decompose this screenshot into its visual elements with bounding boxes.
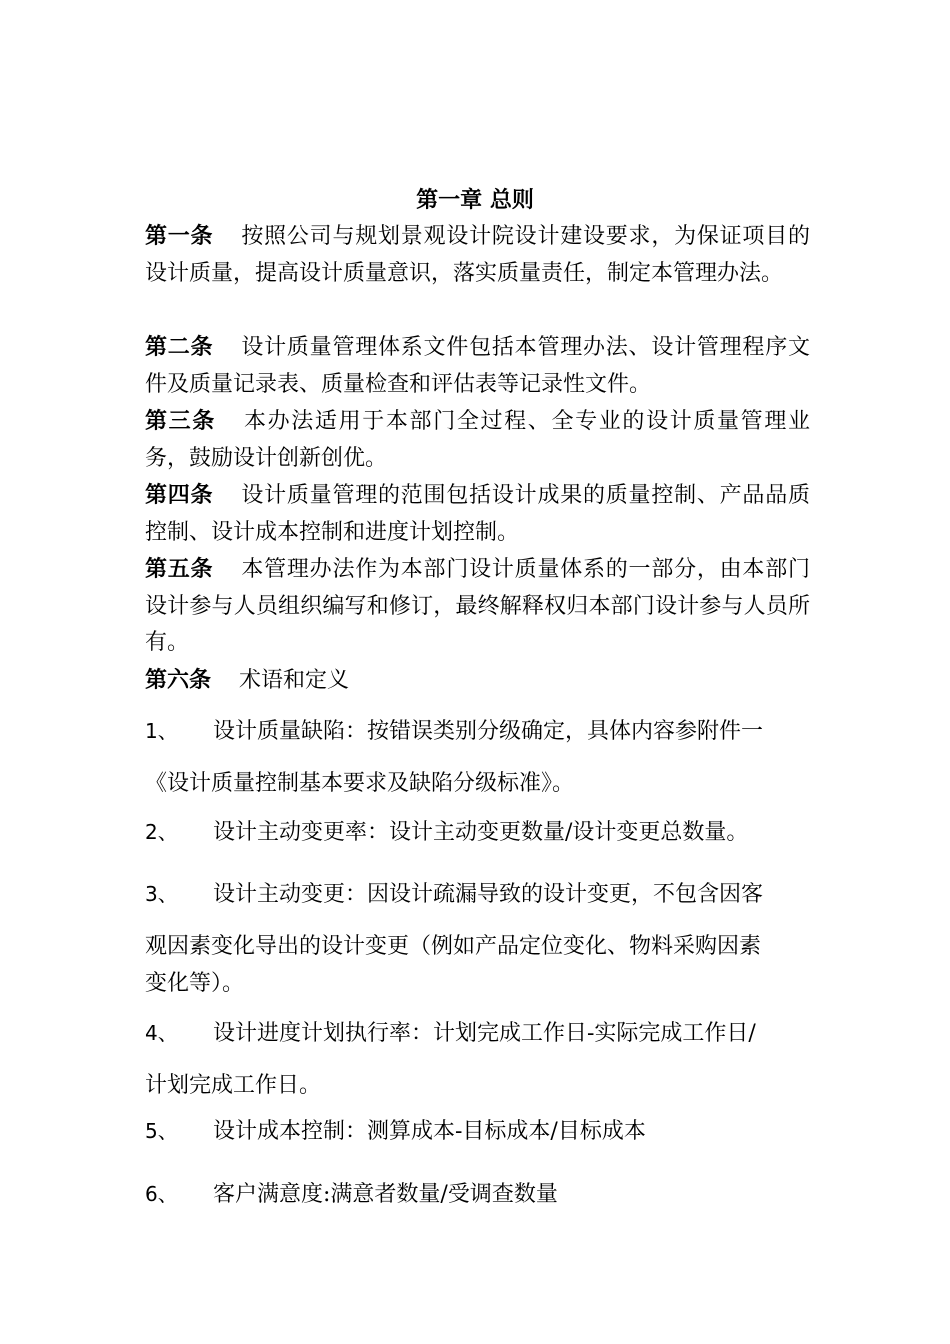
article-label: 第四条 bbox=[145, 482, 214, 508]
article-label: 第二条 bbox=[145, 334, 214, 360]
item-text: 设计质量缺陷：按错误类别分级确定，具体内容参附件一 bbox=[213, 719, 764, 744]
article-1 bbox=[145, 218, 810, 292]
chapter-title: 第一章 总则 bbox=[416, 187, 534, 213]
article-text: 按照公司与规划景观设计院设计建设要求，为保证项目的设计质量，提高设计质量意识，落实质量责任，制定本管理办法。 bbox=[145, 224, 810, 286]
item-number: 3、 bbox=[145, 882, 178, 906]
item-text: 设计主动变更：因设计疏漏导致的设计变更，不包含因客 bbox=[213, 882, 764, 907]
article-4 bbox=[145, 477, 810, 551]
article-text: 设计质量管理的范围包括设计成果的质量控制、产品品质控制、设计成本控制和进度计划控制。 bbox=[145, 483, 810, 545]
item-text: 设计主动变更率：设计主动变更数量/设计变更总数量。 bbox=[213, 820, 749, 845]
article-label: 第一条 bbox=[145, 223, 214, 249]
definition-item-3-continuation: 观因素变化导出的设计变更（例如产品定位变化、物料采购因素 bbox=[145, 934, 762, 959]
definition-item-6 bbox=[145, 1177, 810, 1208]
item-text: 设计成本控制：测算成本-目标成本/目标成本 bbox=[213, 1119, 646, 1144]
definition-item-4-continuation: 计划完成工作日。 bbox=[145, 1073, 322, 1098]
article-3 bbox=[145, 403, 810, 477]
article-label: 第三条 bbox=[145, 408, 216, 434]
definition-item-3 bbox=[145, 877, 810, 908]
definition-item-1-continuation: 《设计质量控制基本要求及缺陷分级标准》。 bbox=[145, 771, 575, 796]
definition-item-5 bbox=[145, 1114, 810, 1145]
item-number: 2、 bbox=[145, 820, 178, 844]
item-number: 1、 bbox=[145, 719, 178, 743]
article-text: 术语和定义 bbox=[239, 668, 350, 693]
article-2 bbox=[145, 329, 810, 403]
definition-item-2 bbox=[145, 815, 810, 846]
item-number: 5、 bbox=[145, 1119, 178, 1143]
definition-item-4 bbox=[145, 1016, 810, 1047]
article-label: 第六条 bbox=[145, 667, 212, 693]
item-number: 4、 bbox=[145, 1021, 178, 1045]
definition-item-1 bbox=[145, 714, 810, 745]
article-6 bbox=[145, 662, 810, 700]
article-text: 本办法适用于本部门全过程、全专业的设计质量管理业务，鼓励设计创新创优。 bbox=[145, 409, 810, 471]
article-text: 设计质量管理体系文件包括本管理办法、设计管理程序文件及质量记录表、质量检查和评估表等记录性文件。 bbox=[145, 335, 810, 397]
article-label: 第五条 bbox=[145, 556, 214, 582]
article-text: 本管理办法作为本部门设计质量体系的一部分，由本部门设计参与人员组织编写和修订，最终解释权归本部门设计参与人员所有。 bbox=[145, 557, 810, 655]
item-text: 客户满意度:满意者数量/受调查数量 bbox=[213, 1182, 558, 1207]
item-number: 6、 bbox=[145, 1182, 178, 1206]
article-5 bbox=[145, 551, 810, 662]
item-text: 设计进度计划执行率：计划完成工作日-实际完成工作日/ bbox=[213, 1021, 756, 1046]
definition-item-3-continuation: 变化等）。 bbox=[145, 971, 245, 996]
